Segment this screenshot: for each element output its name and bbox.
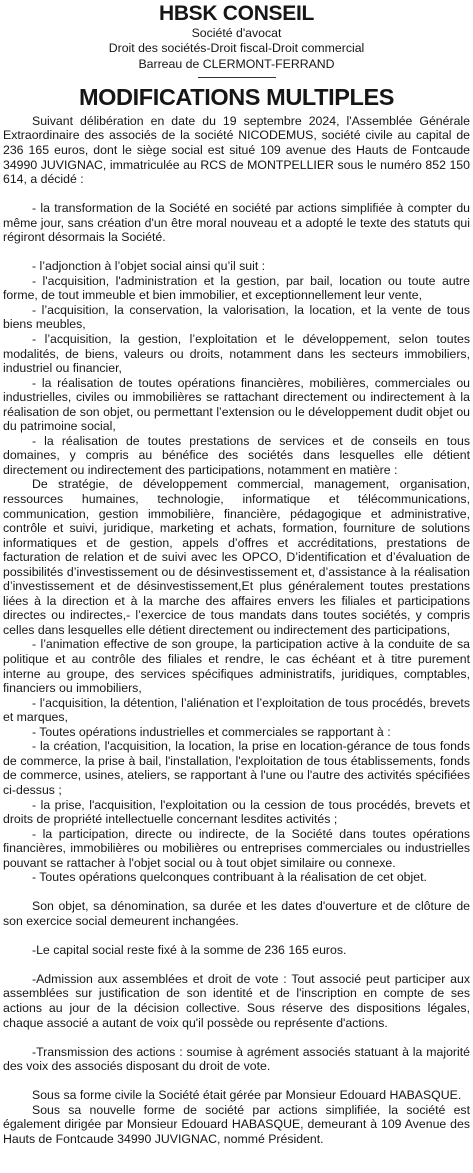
notice-paragraph: - la création, l'acquisition, la location, la prise en location-gérance de tous fonds de commerce, la prise à bail, l'installation, l'exploitation de tous établissements, fonds de commerce, usines, ateliers, se rapportant à l'une ou l'autre des activités spécifiées ci-dessus ; [3,739,470,797]
firm-name: HBSK CONSEIL [158,2,315,25]
notice-paragraph: Sous sa nouvelle forme de société par actions simplifiée, la société est également dirigée par Monsieur Edouard HABASQUE, demeurant à 109 Avenue des Hauts de Fontcaude 34990 JUVIGNAC, nommé Président. [3,1102,470,1146]
notice-paragraph: - l’acquisition, la conservation, la valorisation, la location, et la vente de tous biens meubles, [3,302,470,332]
notice-paragraph: - l'acquisition, l'administration et la gestion, par bail, location ou toute autre forme, de tout immeuble et bien immobilier, et exceptionnellement leur vente, [3,273,470,303]
notice-paragraph: - l’animation effective de son groupe, la participation active à la conduite de sa politique et au contrôle des filiales et rendre, le cas échéant et à titre purement interne au groupe, des services spécifiques administratifs, juridiques, comptables, financiers ou immobiliers, [3,637,470,696]
notice-paragraph: - la participation, directe ou indirecte, de la Société dans toutes opérations financières, immobilières ou mobilières ou entreprises commerciales ou industrielles pouvant se rattacher à l'objet social ou à tout objet similaire ou connexe. [3,826,470,870]
notice-paragraph: - l’acquisition, la détention, l’aliénation et l’exploitation de tous procédés, brevets et marques, [3,695,470,725]
notice-paragraph: - la réalisation de toutes prestations de services et de conseils en tous domaines, y compris au bénéfice des sociétés dans lesquelles elle détient directement ou indirectement des participations, notamment en matière : [3,433,470,477]
notice-paragraph: - Toutes opérations industrielles et commerciales se rapportant à : [32,724,391,739]
firm-specialties: Droit des sociétés-Droit fiscal-Droit commercial [108,41,365,56]
notice-paragraph: - la transformation de la Société en société par actions simplifiée à compter du même jour, sans création d'un être moral nouveau et a adopté le texte des statuts qui régiront désormais la Société. [3,201,470,245]
notice-paragraph: Son objet, sa dénomination, sa durée et les dates d'ouverture et de clôture de son exercice social demeurent inchangées. [3,899,470,928]
notice-paragraph: Suivant délibération en date du 19 septembre 2024, l'Assemblée Générale Extraordinaire des associés de la société NICODEMUS, société civile au capital de 236 165 euros, dont le siège social est situé 109 avenue des Hauts de Fontcaude 34990 JUVIGNAC, immatriculée au RCS de MONTPELLIER sous le numéro 852 150 614, a décidé : [3,113,470,187]
firm-bar: Barreau de CLERMONT-FERRAND [138,56,335,71]
notice-paragraph: - l’adjonction à l’objet social ainsi qu’il suit : [32,259,266,274]
notice-paragraph: -Transmission des actions : soumise à agrément associés statuant à la majorité des voix des associés disposant du droit de vote. [3,1044,470,1074]
notice-paragraph: -Le capital social reste fixé à la somme de 236 165 euros. [32,942,347,957]
notice-paragraph: - l’acquisition, la gestion, l’exploitation et le développement, selon toutes modalités, de biens, valeurs ou droits, notamment dans les secteurs immobiliers, industriel ou financier, [3,332,470,376]
firm-type: Société d'avocat [191,26,282,40]
notice-title: MODIFICATIONS MULTIPLES [79,83,394,110]
notice-paragraph: -Admission aux assemblées et droit de vote : Tout associé peut participer aux assemblées sur justification de son identité et de l'inscription en compte de ses actions au jour de la décision collective. Sous réserve des dispositions légales, chaque associé a autant de voix qu'il possède ou représente d'actions. [3,971,470,1030]
notice-paragraph: - la réalisation de toutes opérations financières, mobilières, commerciales ou industrielles, civiles ou immobilières se rattachant directement ou indirectement à la réalisation de son objet, ou permettant l’extension ou le développement dudit objet ou du patrimoine social, [3,375,470,434]
notice-paragraph: Sous sa forme civile la Société était gérée par Monsieur Edouard HABASQUE. [32,1088,462,1103]
notice-paragraph: De stratégie, de développement commercial, management, organisation, ressources humaines, technologie, informatique et télécommunications, communication, gestion immobilière, financière, pédagogique et administrative, contrôle et suivi, juridique, marketing et achats, formation, fourniture de solutions informatiques et de gestion, appels d’offres et accréditations, prestations de facturation de relation et de suivi avec les OPCO, D’identification et d’évaluation de possibilités d’investissement ou de désinvestissement et, d’assistance à la réalisation d’investissement et de désinvestissement,Et plus généralement toutes prestations liées à la direction et à la marche des affaires envers les filiales et participations directes ou indirectes,- l’exercice de tous mandats dans toutes sociétés, y compris celles dans lesquelles elle détient directement ou indirectement des participations, [3,477,470,637]
notice-paragraph: - Toutes opérations quelconques contribuant à la réalisation de cet objet. [32,870,427,885]
notice-body [3,114,470,1147]
notice-paragraph: - la prise, l'acquisition, l'exploitation ou la cession de tous procédés, brevets et droits de propriété intellectuelle concernant lesdites activités ; [3,797,470,827]
header-divider [198,77,276,78]
